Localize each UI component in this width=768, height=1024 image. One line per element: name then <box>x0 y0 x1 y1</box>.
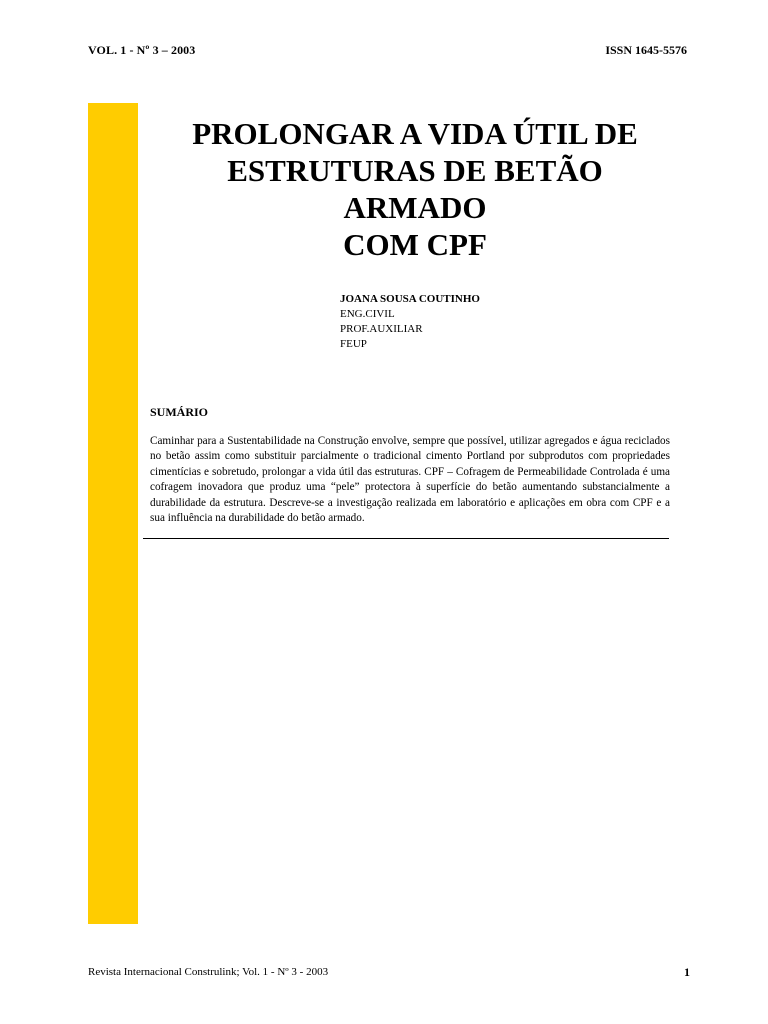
author-name: JOANA SOUSA COUTINHO <box>340 293 480 305</box>
author-block <box>340 292 480 352</box>
journal-footer: Revista Internacional Construlink; Vol. 1 - Nº 3 - 2003 <box>88 966 329 978</box>
article-title-line: ESTRUTURAS DE BETÃO ARMADO <box>227 153 603 225</box>
section-divider <box>143 538 669 539</box>
article-title-line: COM CPF <box>343 227 487 262</box>
page-number: 1 <box>684 965 690 979</box>
article-title <box>155 115 675 263</box>
article-title-line: PROLONGAR A VIDA ÚTIL DE <box>192 116 638 151</box>
summary-text: Caminhar para a Sustentabilidade na Construção envolve, sempre que possível, utilizar agregados e água reciclados no betão assim como substituir parcialmente o tradicional cimento Portland por subprodutos com propriedades cimentícias e sobretudo, prolongar a vida útil das estruturas. CPF – Cofragem de Permeabilidade Controlada é uma cofragem inovadora que produz uma “pele” protectora à superfície do betão aumentando substancialmente a durabilidade da estrutura. Descreve-se a investigação realizada em laboratório e aplicações em obra com CPF e a sua influência na durabilidade do betão armado. <box>150 435 670 525</box>
author-institution: FEUP <box>340 338 367 350</box>
issn-header: ISSN 1645-5576 <box>605 43 687 57</box>
author-affiliation: ENG.CIVIL <box>340 308 395 320</box>
decorative-yellow-bar <box>88 103 138 924</box>
author-position: PROF.AUXILIAR <box>340 323 423 335</box>
summary-heading: SUMÁRIO <box>150 405 209 419</box>
journal-volume-header: VOL. 1 - Nº 3 – 2003 <box>88 43 196 57</box>
